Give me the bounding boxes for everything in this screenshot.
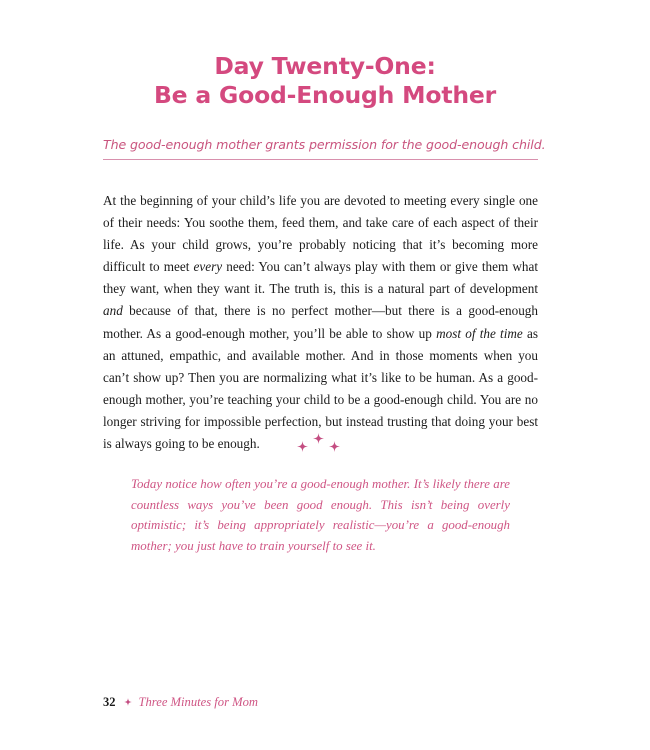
subtitle-block: [103, 136, 546, 160]
reflection-prompt: [131, 474, 510, 556]
section-ornament: [0, 428, 650, 458]
page-subtitle: The good-enough mother grants permission for the good-enough child.: [103, 137, 546, 152]
reflection-prompt-text: Today notice how often you’re a good-enough mother. It’s likely there are countless ways you’ve been good enough. This isn’t being overly optimistic; it’s being appropriately realistic—you’re a good-enough mother; you just have to train yourself to see it.: [131, 477, 510, 553]
sparkle-icon: [313, 431, 324, 449]
sparkle-icon: [297, 439, 308, 457]
page-title: [0, 52, 650, 110]
body-content: [103, 190, 538, 455]
page-title-line-1: Day Twenty-One:: [214, 52, 436, 80]
subtitle-divider: [103, 159, 538, 160]
page-number: 32: [103, 695, 116, 709]
sparkle-icon: [124, 698, 132, 706]
sparkle-icon: [329, 439, 340, 457]
book-title: Three Minutes for Mom: [138, 695, 259, 709]
page-footer: [103, 694, 258, 710]
body-paragraph: At the beginning of your child’s life you are devoted to meeting every single one of their needs: You soothe them, feed them, and take care of each aspect of their life. As your child grows, you’re probably noticing that it’s becoming more difficult to meet every need: You can’t always play with them or give them what they want, when they want it. The truth is, this is a natural part of development and because of that, there is no perfect mother—but there is a good-enough mother. As a good-enough mother, you’ll be able to show up most of the time as an attuned, empathic, and available mother. And in those moments when you can’t show up? Then you are normalizing what it’s like to be human. As a good-enough mother, you’re teaching your child to be a good-enough child. You are no longer striving for impossible perfection, but instead trusting that doing your best is always going to be enough.: [103, 193, 538, 452]
page-title-line-2: Be a Good-Enough Mother: [153, 81, 497, 109]
